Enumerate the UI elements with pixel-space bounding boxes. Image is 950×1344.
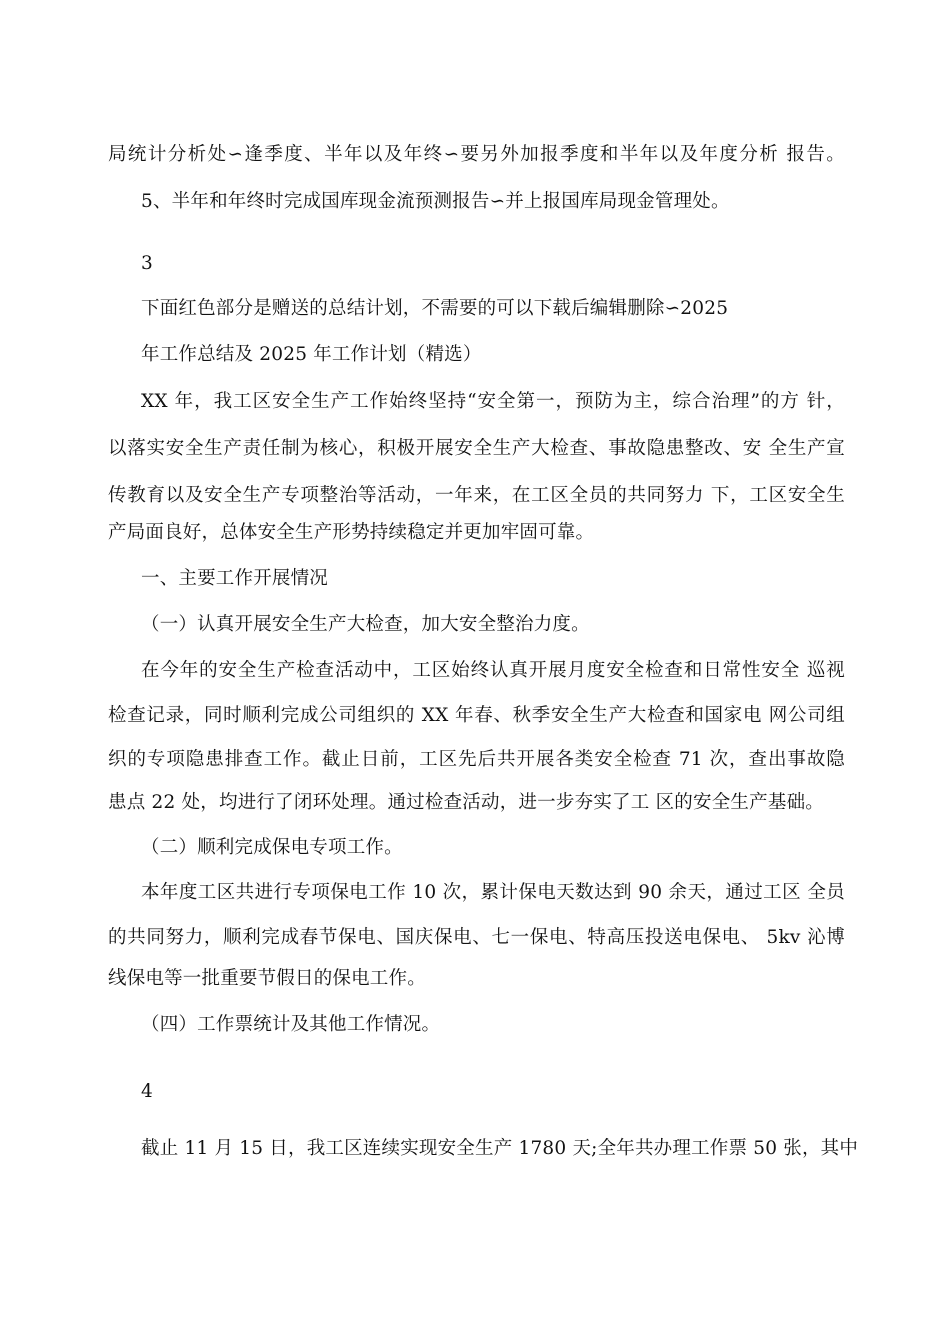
paragraph-line: 5、半年和年终时完成国库现金流预测报告∽并上报国库局现金管理处。 (141, 191, 730, 212)
paragraph-line: 织的专项隐患排查工作。截止日前，工区先后共开展各类安全检查 71 次，查出事故隐 (108, 749, 845, 770)
page-number: 3 (141, 253, 153, 274)
paragraph-line: 以落实安全生产责任制为核心，积极开展安全生产大检查、事故隐患整改、安 全生产宣 (108, 438, 845, 459)
subsection-heading: （二）顺利完成保电专项工作。 (141, 837, 403, 858)
paragraph-line: 线保电等一批重要节假日的保电工作。 (108, 968, 426, 989)
paragraph-line: 的共同努力，顺利完成春节保电、国庆保电、七一保电、特高压投送电保电、 5kv 沁博 (108, 927, 845, 948)
paragraph-line: 局统计分析处∽逢季度、半年以及年终∽要另外加报季度和半年以及年度分析 报告。 (108, 144, 845, 165)
page-number: 4 (141, 1081, 153, 1102)
paragraph-line: 截止 11 月 15 日，我工区连续实现安全生产 1780 天;全年共办理工作票 50 张，其中 (141, 1138, 859, 1159)
paragraph-line: 下面红色部分是赠送的总结计划，不需要的可以下载后编辑删除∽2025 (141, 298, 729, 319)
paragraph-line: 产局面良好，总体安全生产形势持续稳定并更加牢固可靠。 (108, 522, 595, 543)
subsection-heading: （一）认真开展安全生产大检查，加大安全整治力度。 (141, 614, 590, 635)
section-heading: 一、主要工作开展情况 (141, 568, 329, 589)
paragraph-line: 传教育以及安全生产专项整治等活动，一年来，在工区全员的共同努力 下，工区安全生 (108, 485, 845, 506)
section-title: 年工作总结及 2025 年工作计划（精选） (141, 344, 482, 365)
paragraph-line: XX 年，我工区安全生产工作始终坚持“安全第一，预防为主，综合治理”的方 针， (141, 391, 845, 412)
paragraph-line: 患点 22 处，均进行了闭环处理。通过检查活动，进一步夯实了工 区的安全生产基础。 (108, 792, 824, 813)
paragraph-line: 本年度工区共进行专项保电工作 10 次，累计保电天数达到 90 余天，通过工区 全员 (141, 882, 845, 903)
paragraph-line: 检查记录，同时顺利完成公司组织的 XX 年春、秋季安全生产大检查和国家电 网公司组 (108, 705, 845, 726)
subsection-heading: （四）工作票统计及其他工作情况。 (141, 1014, 441, 1035)
paragraph-line: 在今年的安全生产检查活动中，工区始终认真开展月度安全检查和日常性安全 巡视 (141, 660, 845, 681)
